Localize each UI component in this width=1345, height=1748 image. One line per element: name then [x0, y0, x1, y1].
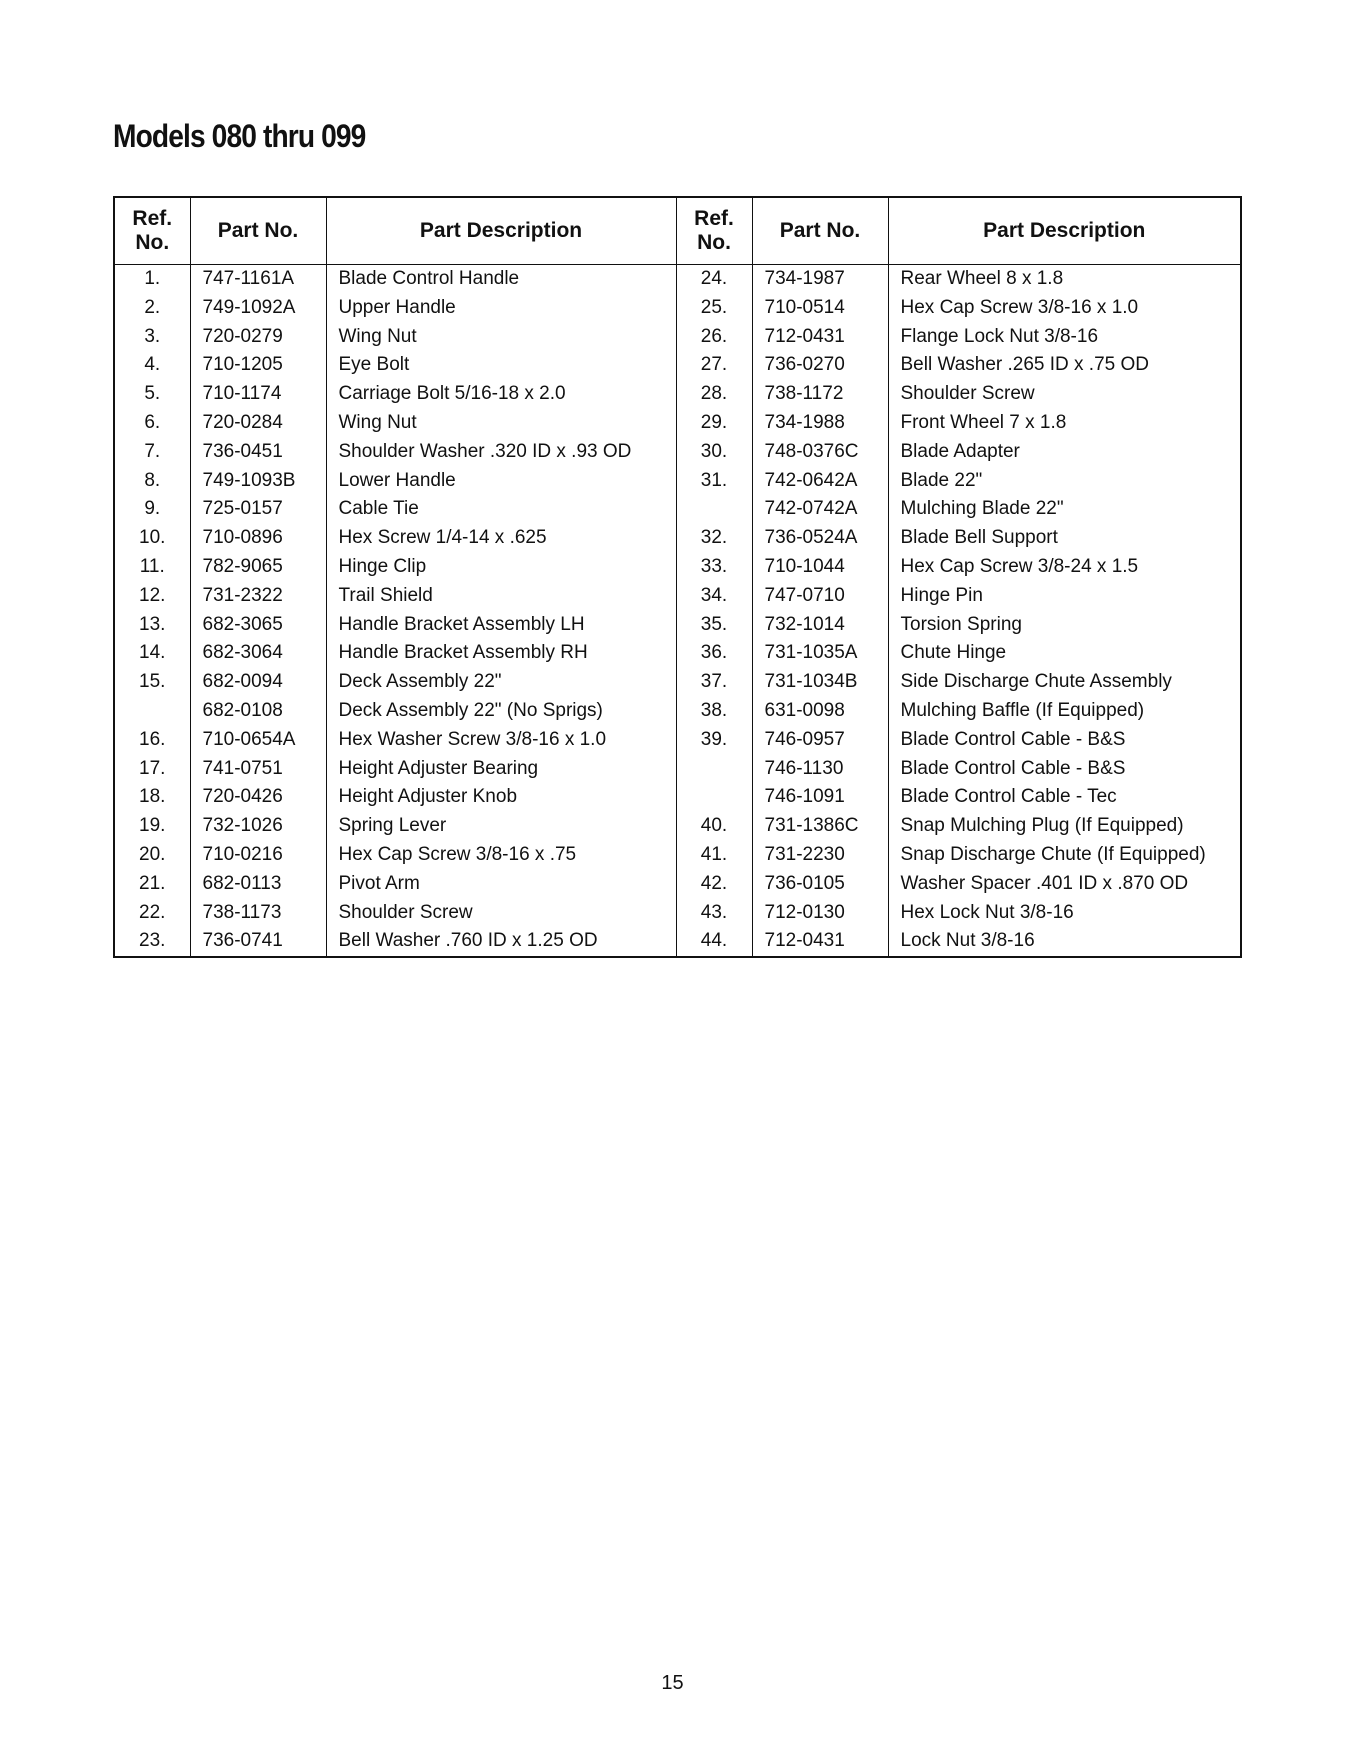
ref-no-left: 9.	[144, 498, 161, 520]
table-row	[114, 726, 1241, 755]
part-no-right: 731-1034B	[752, 668, 888, 697]
table-row	[114, 380, 1241, 409]
ref-no-left: 10.	[139, 527, 166, 549]
part-no-right: 746-1091	[752, 783, 888, 812]
part-no-left: 682-0113	[190, 870, 326, 899]
part-no-left: 682-3064	[190, 639, 326, 668]
ref-no-right: 43.	[676, 899, 752, 928]
part-description-left: Hex Washer Screw 3/8-16 x 1.0	[326, 726, 676, 755]
part-description-left: Deck Assembly 22" (No Sprigs)	[326, 697, 676, 726]
table-row	[114, 783, 1241, 812]
ref-no-left: 21.	[139, 872, 166, 894]
part-no-left: 736-0741	[190, 927, 326, 957]
part-description-right: Blade Control Cable - Tec	[888, 783, 1241, 812]
ref-no-right: 24.	[676, 265, 752, 294]
ref-no-left: 3.	[144, 325, 161, 347]
part-no-left: 720-0279	[190, 323, 326, 352]
ref-no-right: 37.	[676, 668, 752, 697]
ref-no-right: 36.	[676, 639, 752, 668]
table-row	[114, 409, 1241, 438]
ref-no-left: 1.	[144, 268, 161, 289]
ref-no-left: 6.	[144, 411, 161, 433]
table-row	[114, 611, 1241, 640]
part-no-right: 748-0376C	[752, 438, 888, 467]
part-no-left: 732-1026	[190, 812, 326, 841]
ref-no-right: 31.	[676, 467, 752, 496]
part-no-right: 731-2230	[752, 841, 888, 870]
ref-no-left: 20.	[139, 843, 166, 865]
ref-no-right: 39.	[676, 726, 752, 755]
part-description-right: Shoulder Screw	[888, 380, 1241, 409]
table-row	[114, 467, 1241, 496]
table-row	[114, 755, 1241, 784]
header-part-left: Part No.	[190, 197, 326, 265]
part-no-right: 731-1035A	[752, 639, 888, 668]
part-description-left: Handle Bracket Assembly RH	[326, 639, 676, 668]
part-description-left: Height Adjuster Bearing	[326, 755, 676, 784]
part-description-right: Hinge Pin	[888, 582, 1241, 611]
part-description-right: Mulching Blade 22"	[888, 495, 1241, 524]
part-description-right: Blade 22"	[888, 467, 1241, 496]
table-row	[114, 582, 1241, 611]
table-row	[114, 524, 1241, 553]
ref-no-right: 33.	[676, 553, 752, 582]
ref-no-left: 13.	[139, 613, 166, 635]
ref-no-right: 41.	[676, 841, 752, 870]
ref-no-right	[676, 495, 752, 524]
parts-table-body	[114, 265, 1241, 958]
part-description-right: Snap Discharge Chute (If Equipped)	[888, 841, 1241, 870]
page-title: Models 080 thru 099	[113, 118, 366, 154]
part-description-right: Hex Cap Screw 3/8-24 x 1.5	[888, 553, 1241, 582]
part-description-right: Blade Adapter	[888, 438, 1241, 467]
part-description-left: Cable Tie	[326, 495, 676, 524]
part-no-right: 746-1130	[752, 755, 888, 784]
ref-no-right	[676, 755, 752, 784]
part-description-left: Eye Bolt	[326, 351, 676, 380]
part-description-right: Washer Spacer .401 ID x .870 OD	[888, 870, 1241, 899]
part-description-right: Side Discharge Chute Assembly	[888, 668, 1241, 697]
ref-no-right: 44.	[676, 927, 752, 957]
ref-no-left: 14.	[139, 642, 166, 664]
part-description-right: Snap Mulching Plug (If Equipped)	[888, 812, 1241, 841]
part-description-right: Torsion Spring	[888, 611, 1241, 640]
part-no-left: 747-1161A	[190, 265, 326, 294]
header-ref-left: Ref. No.	[114, 197, 190, 265]
ref-no-right: 27.	[676, 351, 752, 380]
ref-no-right: 26.	[676, 323, 752, 352]
part-no-right: 734-1987	[752, 265, 888, 294]
part-no-right: 712-0431	[752, 927, 888, 957]
ref-no-right: 30.	[676, 438, 752, 467]
parts-table	[113, 196, 1242, 958]
table-header-row	[114, 197, 1241, 265]
part-description-right: Front Wheel 7 x 1.8	[888, 409, 1241, 438]
part-no-left: 710-0654A	[190, 726, 326, 755]
table-row	[114, 294, 1241, 323]
part-no-right: 738-1172	[752, 380, 888, 409]
part-no-left: 710-1205	[190, 351, 326, 380]
header-desc-right: Part Description	[888, 197, 1241, 265]
table-row	[114, 438, 1241, 467]
part-description-left: Blade Control Handle	[326, 265, 676, 294]
table-row	[114, 812, 1241, 841]
part-description-left: Wing Nut	[326, 323, 676, 352]
ref-no-left: 8.	[144, 469, 161, 491]
part-no-left: 710-0896	[190, 524, 326, 553]
table-row	[114, 870, 1241, 899]
ref-no-right: 35.	[676, 611, 752, 640]
part-no-left: 720-0426	[190, 783, 326, 812]
part-no-left: 738-1173	[190, 899, 326, 928]
ref-no-right: 42.	[676, 870, 752, 899]
part-description-left: Bell Washer .760 ID x 1.25 OD	[326, 927, 676, 957]
header-desc-left: Part Description	[326, 197, 676, 265]
table-row	[114, 323, 1241, 352]
table-row	[114, 668, 1241, 697]
part-description-right: Hex Lock Nut 3/8-16	[888, 899, 1241, 928]
part-no-left: 710-1174	[190, 380, 326, 409]
table-row	[114, 639, 1241, 668]
ref-no-right: 38.	[676, 697, 752, 726]
part-description-left: Handle Bracket Assembly LH	[326, 611, 676, 640]
ref-no-left: 23.	[139, 930, 166, 952]
part-no-left: 731-2322	[190, 582, 326, 611]
ref-no-left: 12.	[139, 584, 166, 606]
part-description-left: Height Adjuster Knob	[326, 783, 676, 812]
part-description-left: Upper Handle	[326, 294, 676, 323]
part-no-right: 732-1014	[752, 611, 888, 640]
ref-no-right	[676, 783, 752, 812]
part-no-left: 682-3065	[190, 611, 326, 640]
part-description-right: Blade Bell Support	[888, 524, 1241, 553]
ref-no-left: 18.	[139, 786, 166, 808]
part-no-left: 736-0451	[190, 438, 326, 467]
part-description-right: Hex Cap Screw 3/8-16 x 1.0	[888, 294, 1241, 323]
part-description-right: Lock Nut 3/8-16	[888, 927, 1241, 957]
table-row	[114, 899, 1241, 928]
ref-no-left: 2.	[144, 296, 161, 318]
part-no-right: 736-0105	[752, 870, 888, 899]
table-row	[114, 265, 1241, 294]
part-description-left: Pivot Arm	[326, 870, 676, 899]
table-row	[114, 553, 1241, 582]
part-description-right: Blade Control Cable - B&S	[888, 755, 1241, 784]
part-no-right: 710-1044	[752, 553, 888, 582]
part-no-right: 710-0514	[752, 294, 888, 323]
ref-no-right: 28.	[676, 380, 752, 409]
ref-no-left: 15.	[139, 671, 166, 693]
table-row	[114, 697, 1241, 726]
ref-no-left: 17.	[139, 757, 166, 779]
part-no-right: 746-0957	[752, 726, 888, 755]
part-no-left: 749-1092A	[190, 294, 326, 323]
part-description-right: Chute Hinge	[888, 639, 1241, 668]
header-part-right: Part No.	[752, 197, 888, 265]
part-description-left: Shoulder Screw	[326, 899, 676, 928]
part-no-left: 725-0157	[190, 495, 326, 524]
page-number: 15	[661, 1672, 684, 1694]
part-description-left: Lower Handle	[326, 467, 676, 496]
part-no-right: 734-1988	[752, 409, 888, 438]
part-no-right: 742-0642A	[752, 467, 888, 496]
part-no-right: 631-0098	[752, 697, 888, 726]
ref-no-right: 32.	[676, 524, 752, 553]
ref-no-left: 5.	[144, 383, 161, 405]
ref-no-left: 11.	[139, 555, 165, 577]
part-description-left: Trail Shield	[326, 582, 676, 611]
ref-no-left: 16.	[139, 728, 166, 750]
part-no-right: 736-0524A	[752, 524, 888, 553]
part-no-left: 682-0094	[190, 668, 326, 697]
table-row	[114, 495, 1241, 524]
part-no-right: 736-0270	[752, 351, 888, 380]
part-no-left: 720-0284	[190, 409, 326, 438]
part-no-left: 782-9065	[190, 553, 326, 582]
ref-no-left: 7.	[144, 440, 161, 462]
ref-no-left: 4.	[144, 354, 161, 376]
part-description-left: Shoulder Washer .320 ID x .93 OD	[326, 438, 676, 467]
part-description-right: Rear Wheel 8 x 1.8	[888, 265, 1241, 294]
part-description-left: Hex Screw 1/4-14 x .625	[326, 524, 676, 553]
table-row	[114, 351, 1241, 380]
part-no-right: 742-0742A	[752, 495, 888, 524]
part-no-left: 741-0751	[190, 755, 326, 784]
table-row	[114, 927, 1241, 957]
part-description-left: Wing Nut	[326, 409, 676, 438]
part-no-right: 731-1386C	[752, 812, 888, 841]
part-description-left: Hex Cap Screw 3/8-16 x .75	[326, 841, 676, 870]
ref-no-left	[114, 697, 190, 726]
part-description-right: Bell Washer .265 ID x .75 OD	[888, 351, 1241, 380]
table-row	[114, 841, 1241, 870]
part-no-right: 712-0130	[752, 899, 888, 928]
part-description-left: Deck Assembly 22"	[326, 668, 676, 697]
header-ref-right: Ref. No.	[676, 197, 752, 265]
ref-no-right: 25.	[676, 294, 752, 323]
part-no-right: 712-0431	[752, 323, 888, 352]
ref-no-right: 40.	[676, 812, 752, 841]
part-no-right: 747-0710	[752, 582, 888, 611]
part-description-left: Carriage Bolt 5/16-18 x 2.0	[326, 380, 676, 409]
part-description-left: Hinge Clip	[326, 553, 676, 582]
ref-no-left: 19.	[139, 815, 166, 837]
ref-no-left: 22.	[139, 901, 166, 923]
ref-no-right: 29.	[676, 409, 752, 438]
part-description-right: Blade Control Cable - B&S	[888, 726, 1241, 755]
part-no-left: 749-1093B	[190, 467, 326, 496]
ref-no-right: 34.	[676, 582, 752, 611]
part-description-right: Flange Lock Nut 3/8-16	[888, 323, 1241, 352]
part-description-right: Mulching Baffle (If Equipped)	[888, 697, 1241, 726]
part-description-left: Spring Lever	[326, 812, 676, 841]
part-no-left: 682-0108	[190, 697, 326, 726]
part-no-left: 710-0216	[190, 841, 326, 870]
